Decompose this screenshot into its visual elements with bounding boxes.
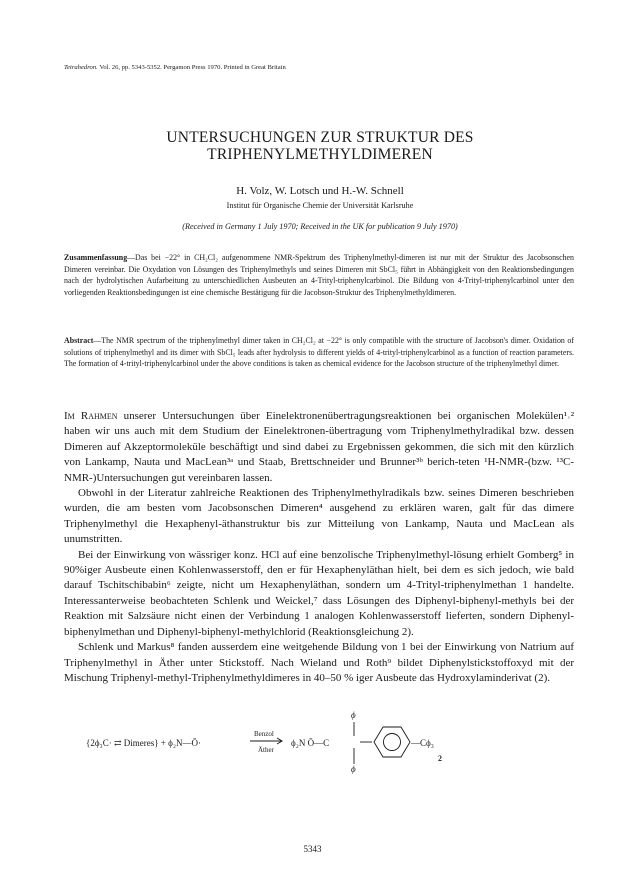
trityl-group: —Cϕ₃ xyxy=(411,738,434,748)
compound-number: 2 xyxy=(438,754,442,763)
paragraph-1-text: unserer Untersuchungen über Einelektronenübertragungsreaktionen bei organischen Molekülen¹˒² haben wir uns auch mit dem Studium der Einelektronen-übertragung vom Triphenylmethylradikal bzw. dessen Dimeren auf Akzeptormoleküle beschäftigt und sind dabei zu Ergebnissen gekommen, die sich mit den kürzlich von Lankamp, Nauta und MacLean³ᵃ und Staab, Brettschneider und Brunner³ᵇ berich-teten ¹H-NMR-(bzw. ¹³C-NMR-)Untersuchungen gut vereinbaren lassen. xyxy=(64,410,574,484)
paragraph-3: Bei der Einwirkung von wässriger konz. HCl auf eine benzolische Triphenylmethyl-lösung erhielt Gomberg⁵ in 90%iger Ausbeute einen Kohlenwasserstoff, den er für Hexaphenyläthan hielt, bei dem es sich jedoch, wie bald darauf Tschitschibabin⁶ zeigte, nicht um Hexaphenyläthan, sondern um 4-Trityl-triphenylmethan 1 handelte. Interessanterweise beobachteten Schlenk und Weickel,⁷ dass Lösungen des Diphenyl-biphenyl-methyls bei der Reaktion mit Salzsäure nicht einen der Verbindung 1 analogen Kohlenwasserstoff lieferten, sondern Diphenyl-biphenylmethan und Diphenyl-biphenyl-methylchlorid (Reaktionsgleichung 2). xyxy=(64,548,574,638)
received-dates: (Received in Germany 1 July 1970; Received in the UK for publication 9 July 1970) xyxy=(182,222,458,231)
zusammenfassung-label: Zusammenfassung xyxy=(64,253,128,262)
reaction-equation xyxy=(86,706,566,786)
zusammenfassung-text: —Das bei −22° in CH₂Cl₂ aufgenommene NMR-Spektrum des Triphenylmethyl-dimeren ist nur mit der Struktur des Jacobsonschen Dimeren vereinbar. Die Oxydation von Lösungen des Triphenylmethyls und seines Dimeren mit SbCl₅ führt in Abhängigkeit von den Reaktionsbedingungen nach der hydrolytischen Aufarbeitung zu unterschiedlichen Ausbeuten an 4-Trityl-triphenylcarbinol. Die Bildung von 4-Trityl-triphenylcarbinol unter den vorliegenden Reaktionsbedingungen ist eine chemische Bestätigung für die Jacobson-Struktur des Triphenylmethyldimeren. xyxy=(64,253,574,297)
abstract xyxy=(64,335,574,370)
paper-title xyxy=(70,129,570,163)
phenyl-top: ϕ xyxy=(351,710,356,720)
journal-name: Tetrahedron. xyxy=(64,64,98,71)
institute: Institut für Organische Chemie der Universität Karlsruhe xyxy=(226,201,414,210)
paragraph-1-lead: Im Rahmen xyxy=(64,410,118,422)
equation-product: ϕ₂N Ō—C xyxy=(291,738,330,748)
title-line-1: UNTERSUCHUNGEN ZUR STRUKTUR DES xyxy=(166,129,474,146)
abstract-label: Abstract xyxy=(64,336,94,345)
page-number: 5343 xyxy=(303,844,322,854)
abstract-text: —The NMR spectrum of the triphenylmethyl dimer taken in CH₂Cl₂ at −22° is only compatible with the structure of Jacobson's dimer. Oxidation of solutions of triphenylmethyl and its dimer with SbCl₅ leads after hydrolysis to different yields of 4-trityl-triphenylcarbinol as a function of reaction parameters. The formation of 4-trityl-triphenylcarbinol under the above conditions is taken as chemical evidence for the Jacobson structure of the triphenylmethyl dimer. xyxy=(64,336,574,369)
running-head xyxy=(64,64,286,71)
phenyl-bottom: ϕ xyxy=(351,764,356,774)
authors: H. Volz, W. Lotsch und H.-W. Schnell xyxy=(236,185,404,197)
solvent-benzol: Benzol xyxy=(254,730,274,738)
solvent-aether: Äther xyxy=(258,746,274,754)
equation-reactants: {2ϕ₃C· ⇄ Dimeres} + ϕ₂N—Ō· xyxy=(86,738,201,748)
paragraph-2: Obwohl in der Literatur zahlreiche Reaktionen des Triphenylmethylradikals bzw. seines Dimeren beschrieben wurden, die am besten vom Jacobsonschen Dimeren⁴ ausgehend zu erklären waren, galt für das dimere Triphenylmethyl die Hexaphenyl-äthanstruktur bis zur Mitteilung von Lankamp, Nauta und MacLean als unumstritten. xyxy=(64,487,574,546)
paragraph-4: Schlenk und Markus⁸ fanden ausserdem eine weitgehende Bildung von 1 bei der Einwirkung von Natrium auf Triphenylmethyl in Äther unter Stickstoff. Nach Wieland und Roth⁹ bildet Diphenylstickstoffoxyd mit der Mischung Triphenyl-methyl-Triphenylmethyldimeres in 40–50 % iger Ausbeute das Hydroxylaminderivat (2). xyxy=(64,641,574,684)
zusammenfassung xyxy=(64,252,574,298)
body-text xyxy=(64,409,574,686)
reaction-arrow xyxy=(250,736,286,746)
journal-citation: Vol. 26, pp. 5343-5352. Pergamon Press 1970. Printed in Great Britain xyxy=(99,64,286,71)
paragraph-1 xyxy=(64,409,574,486)
title-line-2: TRIPHENYLMETHYLDIMEREN xyxy=(207,146,433,163)
